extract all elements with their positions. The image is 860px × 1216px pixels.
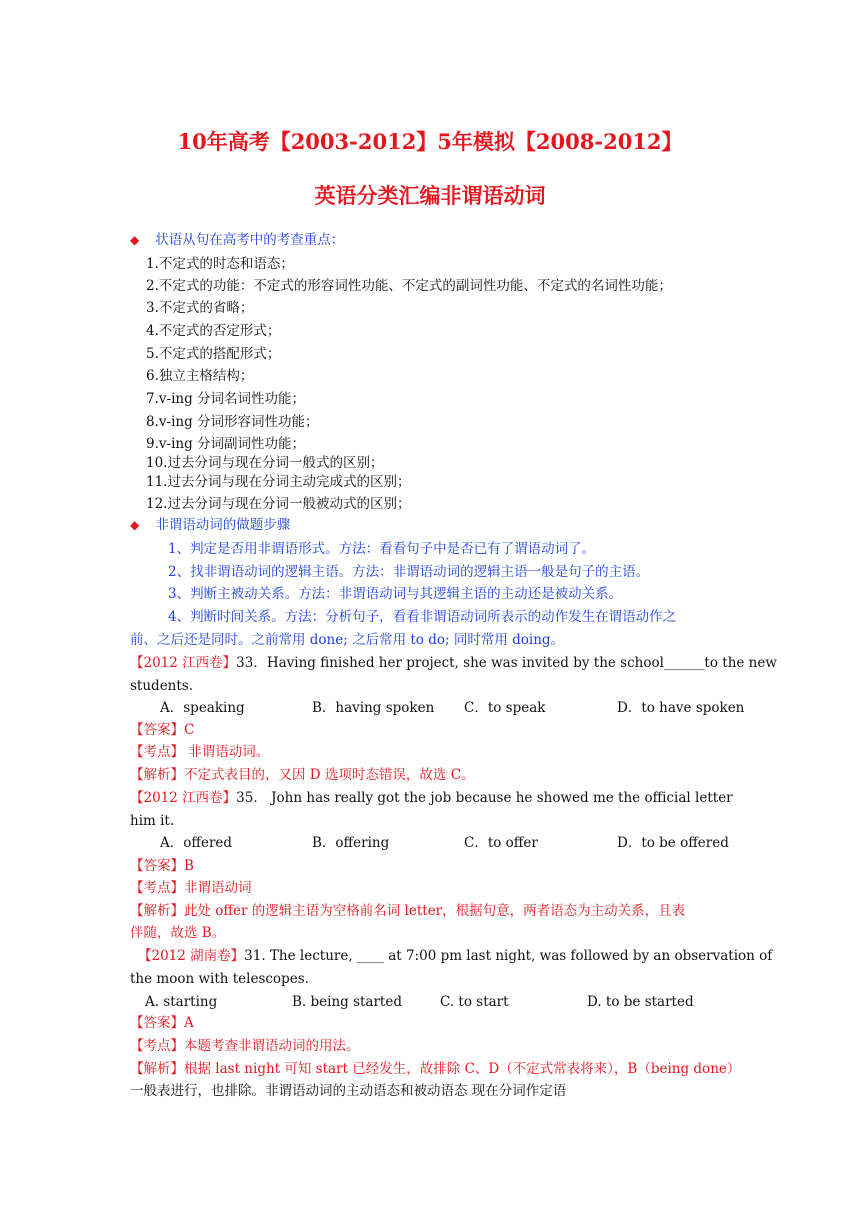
test-point: 【考点】本题考查非谓语动词的用法。 xyxy=(130,1038,360,1054)
question-word: John xyxy=(271,790,303,806)
option-b: B. being started xyxy=(292,994,402,1010)
question-text: 33．Having finished her project, she was invited by the school______to the new xyxy=(236,655,777,671)
analysis-text: 【解析】根据 last night 可知 start 已经发生，故排除 C、D（不定式常表将来），B（being done） xyxy=(130,1061,741,1077)
option-b: B．offering xyxy=(312,835,390,851)
option-d: D．to be offered xyxy=(617,835,729,851)
document-subtitle: 英语分类汇编非谓语动词 xyxy=(314,183,546,208)
option-c: C. to start xyxy=(440,994,509,1010)
question-word: showed xyxy=(536,790,589,806)
list-item: 7.v-ing 分词名词性功能； xyxy=(146,391,306,407)
option-b: B．having spoken xyxy=(312,700,435,716)
list-item: 1.不定式的时态和语态； xyxy=(146,256,294,272)
question-word: me xyxy=(592,790,614,806)
question-source: 【2012 湖南卷】 xyxy=(138,948,245,964)
step-item: 3、判断主被动关系。方法：非谓语动词与其逻辑主语的主动还是被动关系。 xyxy=(168,586,623,602)
question-text: 31. The lecture, ____ at 7:00 pm last night, was followed by an observation of xyxy=(244,948,773,964)
question-word: got xyxy=(377,790,400,806)
analysis-continued: 一般表进行，也排除。非谓语动词的主动语态和被动语态 现在分词作定语 xyxy=(130,1083,567,1099)
question-word: has xyxy=(306,790,331,806)
answer: 【答案】B xyxy=(130,858,194,874)
question-word: the xyxy=(618,790,641,806)
answer: 【答案】A xyxy=(130,1015,194,1031)
test-point: 【考点】非谓语动词 xyxy=(130,880,252,896)
question-word: letter xyxy=(695,790,733,806)
section2-header xyxy=(130,516,290,534)
question-source: 【2012 江西卷】 xyxy=(130,655,237,671)
question-source: 【2012 江西卷】 xyxy=(130,790,237,806)
list-item: 10.过去分词与现在分词一般式的区别； xyxy=(146,455,384,471)
option-d: D. to be started xyxy=(587,994,694,1010)
option-c: C．to offer xyxy=(464,835,538,851)
step-item: 1、判定是否用非谓语形式。方法：看看句子中是否已有了谓语动词了。 xyxy=(168,541,596,557)
list-item: 12.过去分词与现在分词一般被动式的区别； xyxy=(146,496,411,512)
analysis: 【解析】不定式表目的，又因 D 选项时态错误，故选 C。 xyxy=(130,767,475,783)
section2-header-text: 非谓语动词的做题步骤 xyxy=(155,517,291,533)
question-stem-continued: students. xyxy=(130,678,194,694)
option-c: C．to speak xyxy=(464,700,546,716)
step-item: 2、找非谓语动词的逻辑主语。方法：非谓语动词的逻辑主语一般是句子的主语。 xyxy=(168,564,650,580)
list-item: 9.v-ing 分词副词性功能； xyxy=(146,436,306,452)
question-stem-continued: him it. xyxy=(130,813,175,829)
step-item-continued: 前、之后还是同时。之前常用 done; 之后常用 to do; 同时常用 doing。 xyxy=(130,632,565,648)
list-item: 4.不定式的否定形式； xyxy=(146,323,281,339)
section1-header-text: 状语从句在高考中的考查重点： xyxy=(155,232,345,248)
list-item: 2.不定式的功能：不定式的形容词性功能、不定式的副词性功能、不定式的名词性功能； xyxy=(146,278,672,294)
list-item: 6.独立主格结构； xyxy=(146,368,254,384)
option-a: A．speaking xyxy=(160,700,245,716)
question-word: official xyxy=(644,790,691,806)
question-stem-continued: the moon with telescopes. xyxy=(130,971,309,987)
question-stem xyxy=(130,789,732,807)
analysis: 【解析】此处 offer 的逻辑主语为空格前名词 letter，根据句意，两者语态为主动关系，且表 xyxy=(130,903,686,919)
question-stem xyxy=(130,654,777,672)
test-point: 【考点】 非谓语动词。 xyxy=(130,744,270,760)
option-a: A．offered xyxy=(160,835,233,851)
analysis-continued: 伴随，故选 B。 xyxy=(130,925,226,941)
question-word: 35． xyxy=(236,790,267,806)
option-d: D．to have spoken xyxy=(617,700,745,716)
list-item: 5.不定式的搭配形式； xyxy=(146,346,281,362)
question-word: he xyxy=(515,790,533,806)
list-item: 3.不定式的省略； xyxy=(146,300,254,316)
analysis xyxy=(130,1060,740,1078)
diamond-bullet-icon: ◆ xyxy=(130,233,140,247)
step-item: 4、判断时间关系。方法：分析句子，看看非谓语动词所表示的动作发生在谓语动作之 xyxy=(168,609,677,625)
list-item: 11.过去分词与现在分词主动完成式的区别； xyxy=(146,474,411,490)
answer: 【答案】C xyxy=(130,722,195,738)
section1-header xyxy=(130,231,344,249)
document-title: 10年高考【2003-2012】5年模拟【2008-2012】 xyxy=(177,129,683,154)
question-word: because xyxy=(455,790,512,806)
diamond-bullet-icon: ◆ xyxy=(130,518,140,532)
list-item: 8.v-ing 分词形容词性功能； xyxy=(146,414,319,430)
question-stem xyxy=(138,947,772,965)
question-word: really xyxy=(334,790,374,806)
question-word: the xyxy=(403,790,427,806)
option-a: A. starting xyxy=(145,994,218,1010)
question-word: job xyxy=(430,790,452,806)
